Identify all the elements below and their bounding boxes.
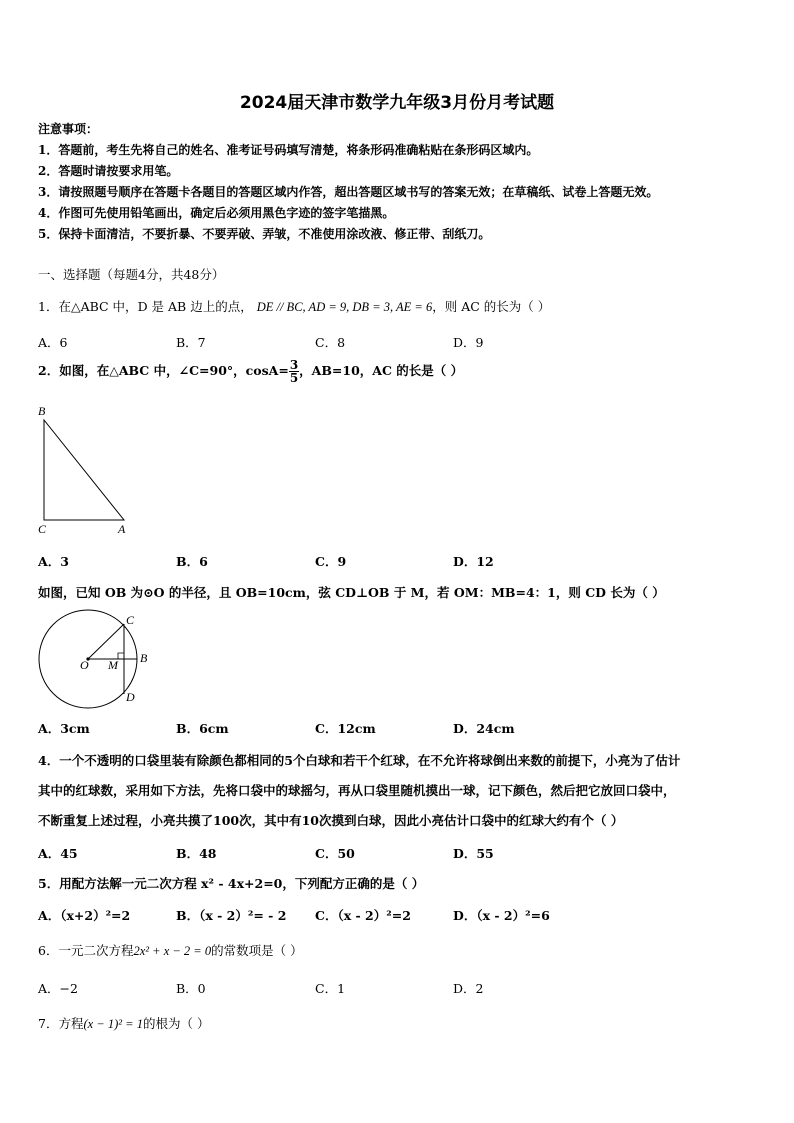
option-d[interactable]: D．24cm [453, 721, 515, 736]
option-c[interactable]: C．12cm [315, 721, 376, 736]
question-expression: DE // BC, AD = 9, DB = 3, AE = 6 [256, 300, 433, 314]
question-text: D 是 AB 边上的点， [137, 299, 253, 314]
question-text: 的根为（ ） [142, 1016, 210, 1031]
label-m: M [108, 658, 118, 672]
option-a[interactable]: A．（x+2）²=2 [38, 908, 131, 923]
note-item: 1．答题前，考生先将自己的姓名、准考证号码填写清楚，将条形码准确粘贴在条形码区域内。 [38, 143, 539, 157]
question-expression: (x − 1)² = 1 [83, 1017, 143, 1031]
vertex-label-b: B [38, 404, 46, 418]
question-number: 1． [38, 299, 59, 314]
label-c: C [126, 613, 135, 627]
question-4-line: 不断重复上述过程，小亮共摸了100次，其中有10次摸到白球，因此小亮估计口袋中的红球大约有个（ ） [38, 813, 624, 828]
note-item: 2．答题时请按要求用笔。 [38, 164, 179, 178]
circle-figure [34, 609, 159, 709]
question-6 [38, 941, 303, 959]
fraction-numerator: 3 [289, 358, 299, 372]
note-item: 5．保持卡面清洁，不要折暴、不要弄破、弄皱，不准使用涂改液、修正带、刮纸刀。 [38, 227, 491, 241]
option-b[interactable]: B．0 [176, 981, 206, 996]
option-d[interactable]: D．55 [453, 846, 494, 861]
option-c[interactable]: C．（x - 2）²=2 [315, 908, 411, 923]
option-c[interactable]: C．8 [315, 335, 346, 350]
question-text: ，则 AC 的长为（ ） [432, 299, 551, 314]
option-d[interactable]: D．（x - 2）²=6 [453, 908, 550, 923]
question-7 [38, 1014, 209, 1032]
question-5: 5．用配方法解一元二次方程 x² - 4x+2=0，下列配方正确的是（ ） [38, 876, 425, 891]
question-number: 6． [38, 943, 59, 958]
triangle-figure [34, 403, 134, 538]
question-3: 如图，已知 OB 为⊙O 的半径，且 OB=10cm，弦 CD⊥OB 于 M，若 OM：MB=4：1，则 CD 长为（ ） [38, 585, 665, 600]
question-4-line: 其中的红球数，采用如下方法，先将口袋中的球摇匀，再从口袋里随机摸出一球，记下颜色，然后把它放回口袋中， [38, 783, 676, 798]
question-expression: 2x² + x − 2 = 0 [133, 944, 212, 958]
option-c[interactable]: C．50 [315, 846, 355, 861]
option-d[interactable]: D．2 [453, 981, 484, 996]
option-c[interactable]: C．1 [315, 981, 346, 996]
question-text: 在△ABC 中， [58, 299, 138, 314]
option-a[interactable]: A．3 [38, 554, 69, 569]
vertex-label-a: A [118, 522, 126, 536]
note-item: 3．请按照题号顺序在答题卡各题目的答题区域内作答，超出答题区域书写的答案无效；在草稿纸、试卷上答题无效。 [38, 185, 659, 199]
right-angle-mark [118, 653, 124, 659]
question-text: 方程 [58, 1016, 84, 1031]
option-d[interactable]: D．9 [453, 335, 484, 350]
question-text: 如图，在△ABC 中，∠C=90°，cosA= [59, 363, 289, 378]
question-text: 一元二次方程 [58, 943, 134, 958]
question-text: ，AB=10，AC 的长是（ ） [299, 363, 464, 378]
option-a[interactable]: A．3cm [38, 721, 90, 736]
label-b: B [140, 651, 148, 665]
question-1 [38, 297, 550, 315]
label-o: O [80, 658, 89, 672]
option-a[interactable]: A．6 [38, 335, 68, 350]
question-2 [38, 359, 463, 384]
section-heading: 一、选择题（每题4分，共48分） [38, 267, 225, 282]
label-d: D [126, 690, 135, 704]
option-b[interactable]: B．6 [176, 554, 208, 569]
question-number: 7． [38, 1016, 59, 1031]
notes-heading: 注意事项： [38, 122, 99, 136]
option-c[interactable]: C．9 [315, 554, 347, 569]
option-b[interactable]: B．6cm [176, 721, 229, 736]
option-b[interactable]: B．（x - 2）²= - 2 [176, 908, 287, 923]
option-b[interactable]: B．48 [176, 846, 217, 861]
vertex-label-c: C [38, 522, 47, 536]
triangle-shape [44, 420, 124, 520]
option-a[interactable]: A．45 [38, 846, 78, 861]
option-d[interactable]: D．12 [453, 554, 494, 569]
question-text: 的常数项是（ ） [211, 943, 303, 958]
segment-oc [88, 624, 124, 659]
option-b[interactable]: B．7 [176, 335, 206, 350]
page-title: 2024届天津市数学九年级3月份月考试题 [239, 93, 555, 113]
note-item: 4．作图可先使用铅笔画出，确定后必须用黑色字迹的签字笔描黑。 [38, 206, 395, 220]
question-number: 2． [38, 363, 60, 378]
question-4-line: 4．一个不透明的口袋里装有除颜色都相同的5个白球和若干个红球，在不允许将球倒出来数的前提下，小亮为了估计 [38, 753, 681, 768]
fraction-denominator: 5 [289, 371, 299, 385]
fraction [289, 359, 299, 384]
option-a[interactable]: A．−2 [38, 981, 78, 996]
